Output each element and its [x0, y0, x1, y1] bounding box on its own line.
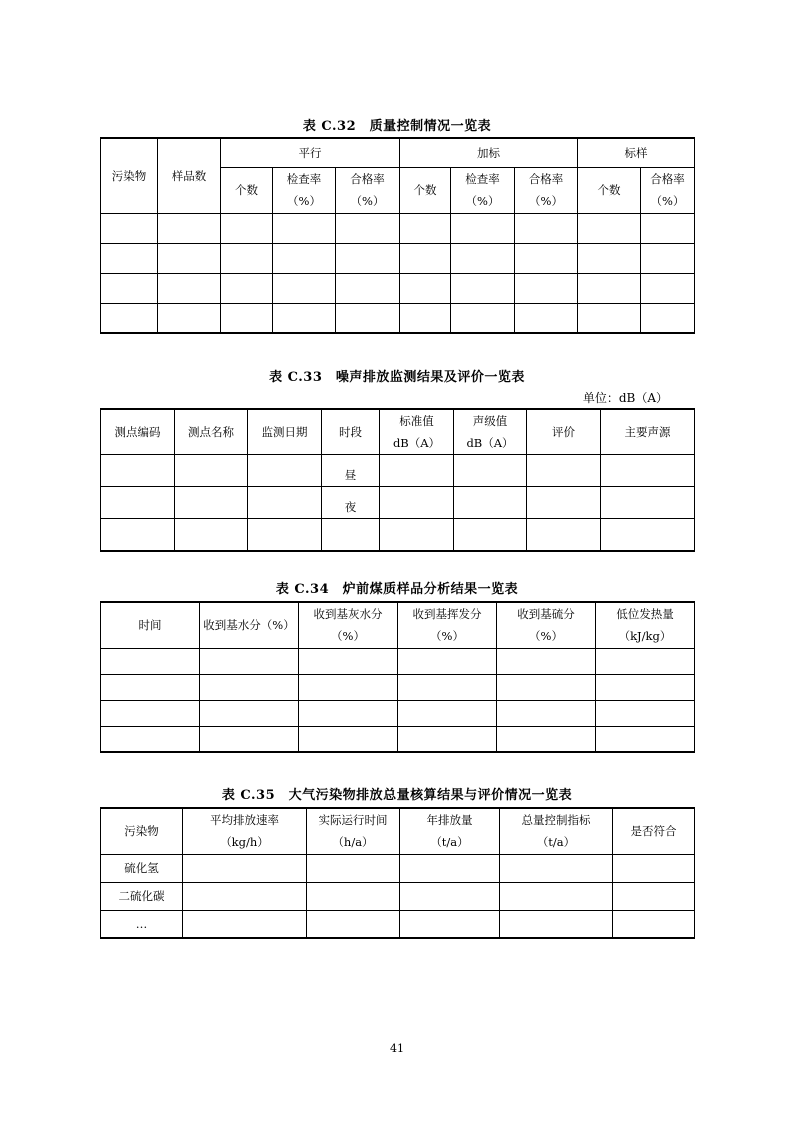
header-quota: 总量控制指标 （t/a） [500, 808, 613, 854]
table-c33-unit: 单位：dB（A） [582, 391, 668, 405]
header-main-source: 主要声源 [601, 409, 695, 455]
header-standard-value: 标准值 dB（A） [380, 409, 454, 455]
header-parallel-pass-rate: 合格率 （%） [336, 167, 400, 213]
header-heat-value: 低位发热量 （kJ/kg） [596, 602, 695, 648]
header-spike-count: 个数 [400, 167, 451, 213]
header-standard-pass-rate: 合格率 （%） [641, 167, 695, 213]
pollutant-name: … [101, 910, 183, 938]
header-evaluation: 评价 [527, 409, 601, 455]
header-compliance: 是否符合 [613, 808, 695, 854]
table-row [101, 648, 695, 674]
header-point-name: 测点名称 [175, 409, 248, 455]
table-row [101, 700, 695, 726]
header-monitor-date: 监测日期 [248, 409, 322, 455]
table-row [101, 674, 695, 700]
header-parallel-count: 个数 [221, 167, 273, 213]
table-row [101, 882, 695, 910]
header-volatile: 收到基挥发分 （%） [398, 602, 497, 648]
header-sulfur: 收到基硫分 （%） [497, 602, 596, 648]
table-row [101, 726, 695, 752]
table-c32 [100, 137, 695, 334]
pollutant-name: 硫化氢 [101, 854, 183, 882]
header-spike-check-rate: 检查率 （%） [451, 167, 515, 213]
header-annual-emission: 年排放量 （t/a） [400, 808, 500, 854]
header-runtime: 实际运行时间 （h/a） [307, 808, 400, 854]
header-spike-pass-rate: 合格率 （%） [515, 167, 578, 213]
table-c34 [100, 601, 695, 753]
header-ash: 收到基灰水分 （%） [299, 602, 398, 648]
table-row [101, 519, 695, 551]
header-period: 时段 [322, 409, 380, 455]
table-row [101, 303, 695, 333]
table-row [101, 487, 695, 519]
table-row [101, 243, 695, 273]
page-number: 41 [390, 1042, 404, 1055]
table-c35 [100, 807, 695, 939]
table-c32-caption: 表 C.32 质量控制情况一览表 [302, 119, 492, 134]
header-parallel-check-rate: 检查率 （%） [273, 167, 336, 213]
period-day: 昼 [322, 455, 380, 487]
table-row [101, 273, 695, 303]
period-night: 夜 [322, 487, 380, 519]
header-moisture: 收到基水分（%） [200, 602, 299, 648]
header-sample-count: 样品数 [158, 138, 221, 213]
table-c33 [100, 408, 695, 552]
header-sound-level: 声级值 dB（A） [454, 409, 527, 455]
pollutant-name: 二硫化碳 [101, 882, 183, 910]
header-standard-count: 个数 [578, 167, 641, 213]
header-avg-rate: 平均排放速率 （kg/h） [183, 808, 307, 854]
header-pollutant: 污染物 [101, 808, 183, 854]
table-row [101, 854, 695, 882]
table-c34-caption: 表 C.34 炉前煤质样品分析结果一览表 [275, 582, 519, 597]
table-row [101, 455, 695, 487]
table-c33-caption: 表 C.33 噪声排放监测结果及评价一览表 [269, 370, 525, 385]
table-row [101, 910, 695, 938]
table-row [101, 213, 695, 243]
header-point-code: 测点编码 [101, 409, 175, 455]
header-group-parallel: 平行 [221, 138, 400, 167]
header-group-spike: 加标 [400, 138, 578, 167]
header-pollutant: 污染物 [101, 138, 158, 213]
header-group-standard: 标样 [578, 138, 695, 167]
header-time: 时间 [101, 602, 200, 648]
table-c35-caption: 表 C.35 大气污染物排放总量核算结果与评价情况一览表 [221, 788, 573, 803]
